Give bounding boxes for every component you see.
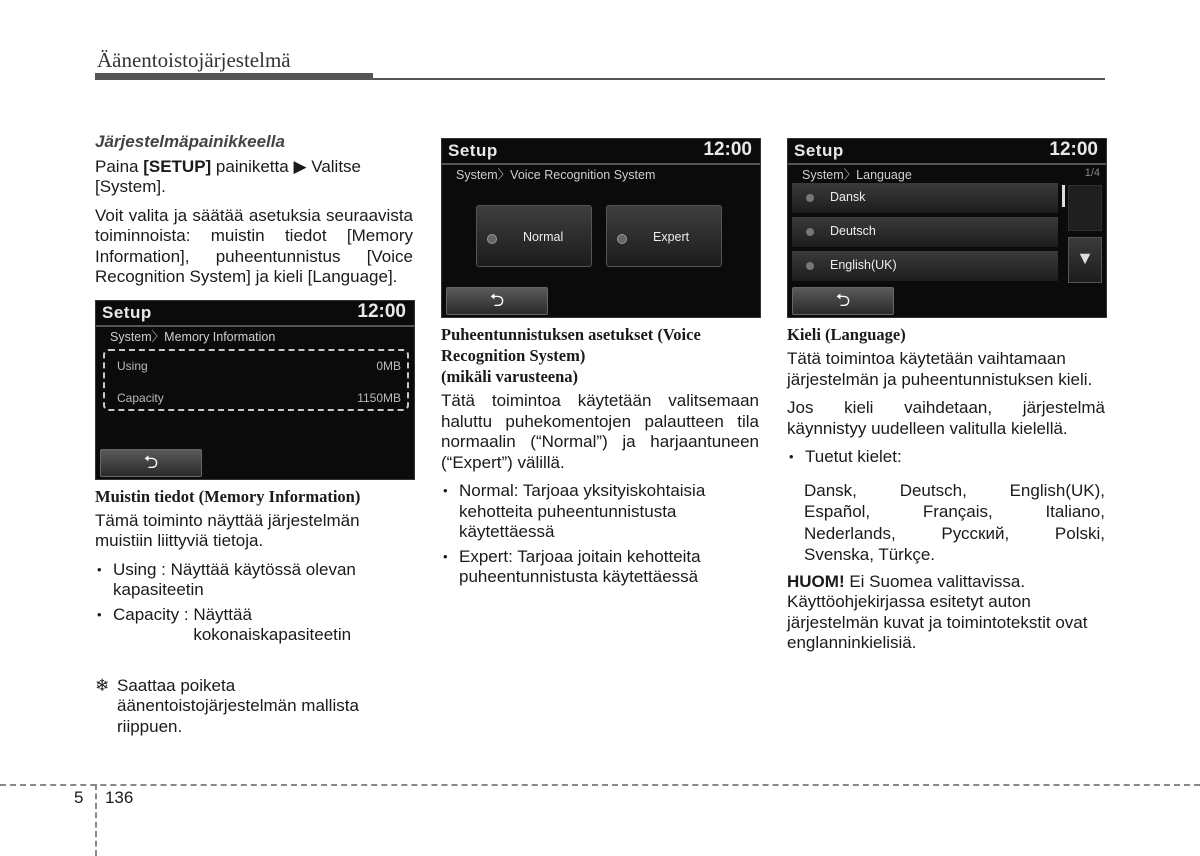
language-list-row: [804, 501, 1105, 523]
header-bar: [95, 73, 373, 80]
huom-note: [787, 572, 1105, 654]
voice-heading: Puheentunnistuksen asetukset (Voice Recognition System): [441, 325, 701, 365]
back-button[interactable]: [100, 449, 202, 477]
language-list-row: [804, 523, 1105, 545]
language-paragraph: Tätä toimintoa käytetään vaihtamaan järjestelmän ja puheentunnistuksen kieli.: [787, 349, 1093, 389]
bullet-normal: • Normal: Tarjoaa yksityiskohtaisia kehotteita puheentunnistusta käytettäessä: [441, 481, 759, 543]
language-screen: [787, 138, 1107, 318]
bullet-supported: • Tuetut kielet:: [787, 447, 1105, 468]
language-item[interactable]: [792, 183, 1058, 214]
memory-row-capacity: [117, 391, 401, 405]
memory-label: Using: [117, 358, 148, 373]
language-name: Svenska, Türkçe.: [804, 545, 936, 564]
intro-pre: Paina: [95, 156, 144, 176]
radio-icon: [806, 228, 814, 236]
scroll-up-button[interactable]: [1068, 185, 1102, 231]
screen-time: 12:00: [357, 300, 406, 322]
language-name: Polski,: [1054, 523, 1105, 543]
arrow-icon: ▶: [293, 156, 307, 176]
language-name: Español,: [804, 502, 871, 521]
language-label: English(UK): [830, 258, 897, 272]
setup-key: [SETUP]: [143, 156, 212, 176]
radio-icon: [617, 234, 627, 244]
bullet-expert: • Expert: Tarjoaa joitain kehotteita puheentunnistusta käytettäessä: [441, 547, 759, 588]
column-2: [441, 138, 759, 592]
option-label: Expert: [653, 230, 690, 244]
column-1: [95, 132, 413, 737]
memory-value: 0MB: [376, 358, 401, 373]
column-3: [787, 138, 1105, 662]
back-icon: ⮌: [143, 451, 159, 472]
language-name: Nederlands,: [804, 523, 896, 543]
language-list-row: [804, 544, 1105, 566]
back-icon: ⮌: [835, 290, 851, 310]
page-indicator: 1/4: [1084, 167, 1100, 179]
back-icon: ⮌: [489, 290, 505, 310]
voice-subheading: (mikäli varusteena): [441, 367, 579, 386]
screen-title: Setup: [102, 302, 152, 322]
language-label: Dansk: [830, 190, 866, 204]
radio-icon: [806, 194, 814, 202]
screen-breadcrumb: System〉Voice Recognition System: [456, 168, 656, 182]
screen-title: Setup: [448, 141, 498, 160]
intro-paragraph: [95, 157, 413, 198]
language-label: Deutsch: [830, 224, 876, 238]
chevron-down-icon: ▼: [1076, 248, 1094, 268]
scrollbar[interactable]: [1062, 185, 1065, 207]
bullet-using: • Using : Näyttää käytössä olevan kapasiteetin: [95, 560, 413, 601]
section-subtitle: Järjestelmäpainikkeella: [95, 132, 285, 151]
intro-post: Valitse [System].: [95, 156, 362, 196]
header-rule: [373, 78, 1105, 80]
page-number: [74, 788, 133, 808]
scroll-down-button[interactable]: [1068, 237, 1102, 283]
screen-title: Setup: [794, 141, 844, 160]
language-heading: Kieli (Language): [787, 325, 906, 344]
language-name: English(UK),: [1009, 480, 1105, 500]
memory-heading: Muistin tiedot (Memory Information): [95, 486, 361, 506]
language-name: Dansk,: [804, 480, 857, 500]
huom-label: HUOM!: [787, 571, 845, 591]
option-label: Normal: [523, 230, 564, 244]
variation-note: [95, 676, 413, 738]
screen-time: 12:00: [703, 139, 752, 160]
back-button[interactable]: [792, 287, 894, 315]
footer-dashed-rule: [0, 784, 1200, 786]
huom-text: Ei Suomea valittavissa. Käyttöohjekirjassa esitetyt auton järjestelmän kuvat ja toimintotekstit ovat englanninkielisiä.: [787, 571, 1088, 652]
language-item[interactable]: [792, 251, 1058, 282]
language-list-row: [804, 480, 1105, 502]
bullet-capacity-text: Näyttää kokonaiskapasiteetin: [193, 604, 352, 644]
language-name: Deutsch,: [899, 480, 967, 500]
language-restart-paragraph: Jos kieli vaihdetaan, järjestelmä käynnistyy uudelleen valitulla kielellä.: [787, 398, 1105, 438]
language-name: Italiano,: [1045, 502, 1105, 521]
voice-paragraph: Tätä toimintoa käytetään valitsemaan haluttu puhekomentojen palautteen tila normaalin (“Normal”) ja harjaantuneen (“Expert”) välillä.: [441, 391, 759, 472]
back-button[interactable]: [446, 287, 548, 315]
screen-time: 12:00: [1049, 139, 1098, 160]
memory-row-using: [117, 359, 401, 373]
note-text: Saattaa poiketa äänentoistojärjestelmän mallista riippuen.: [117, 675, 359, 736]
memory-paragraph: Tämä toiminto näyttää järjestelmän muistiin liittyviä tietoja.: [95, 510, 360, 550]
radio-icon: [487, 234, 497, 244]
normal-option-button[interactable]: [476, 205, 592, 267]
bullet-capacity: [95, 605, 413, 646]
memory-label: Capacity: [117, 390, 164, 405]
language-item[interactable]: [792, 217, 1058, 248]
expert-option-button[interactable]: [606, 205, 722, 267]
intro-mid: painiketta: [211, 156, 294, 176]
language-name: Français,: [922, 502, 993, 521]
memory-info-box: [103, 349, 409, 411]
snowflake-icon: ❄: [95, 675, 110, 695]
radio-icon: [806, 262, 814, 270]
options-paragraph: Voit valita ja säätää asetuksia seuraavista toiminnoista: muistin tiedot [Memory Information], puheentunnistus [Voice Recognition System] ja kieli [Language].: [95, 205, 413, 286]
language-name: Русский,: [941, 523, 1010, 543]
screen-breadcrumb: System〉Memory Information: [110, 329, 276, 344]
memory-value: 1150MB: [357, 390, 401, 405]
language-list: [787, 480, 1105, 566]
page-number-value: 136: [104, 788, 134, 807]
voice-screen: [441, 138, 761, 318]
chapter-number: 5: [74, 788, 84, 807]
header-title: Äänentoistojärjestelmä: [97, 48, 291, 72]
bullet-capacity-label: • Capacity :: [113, 604, 194, 624]
memory-screen: [95, 300, 415, 480]
screen-breadcrumb: System〉Language: [802, 168, 912, 182]
